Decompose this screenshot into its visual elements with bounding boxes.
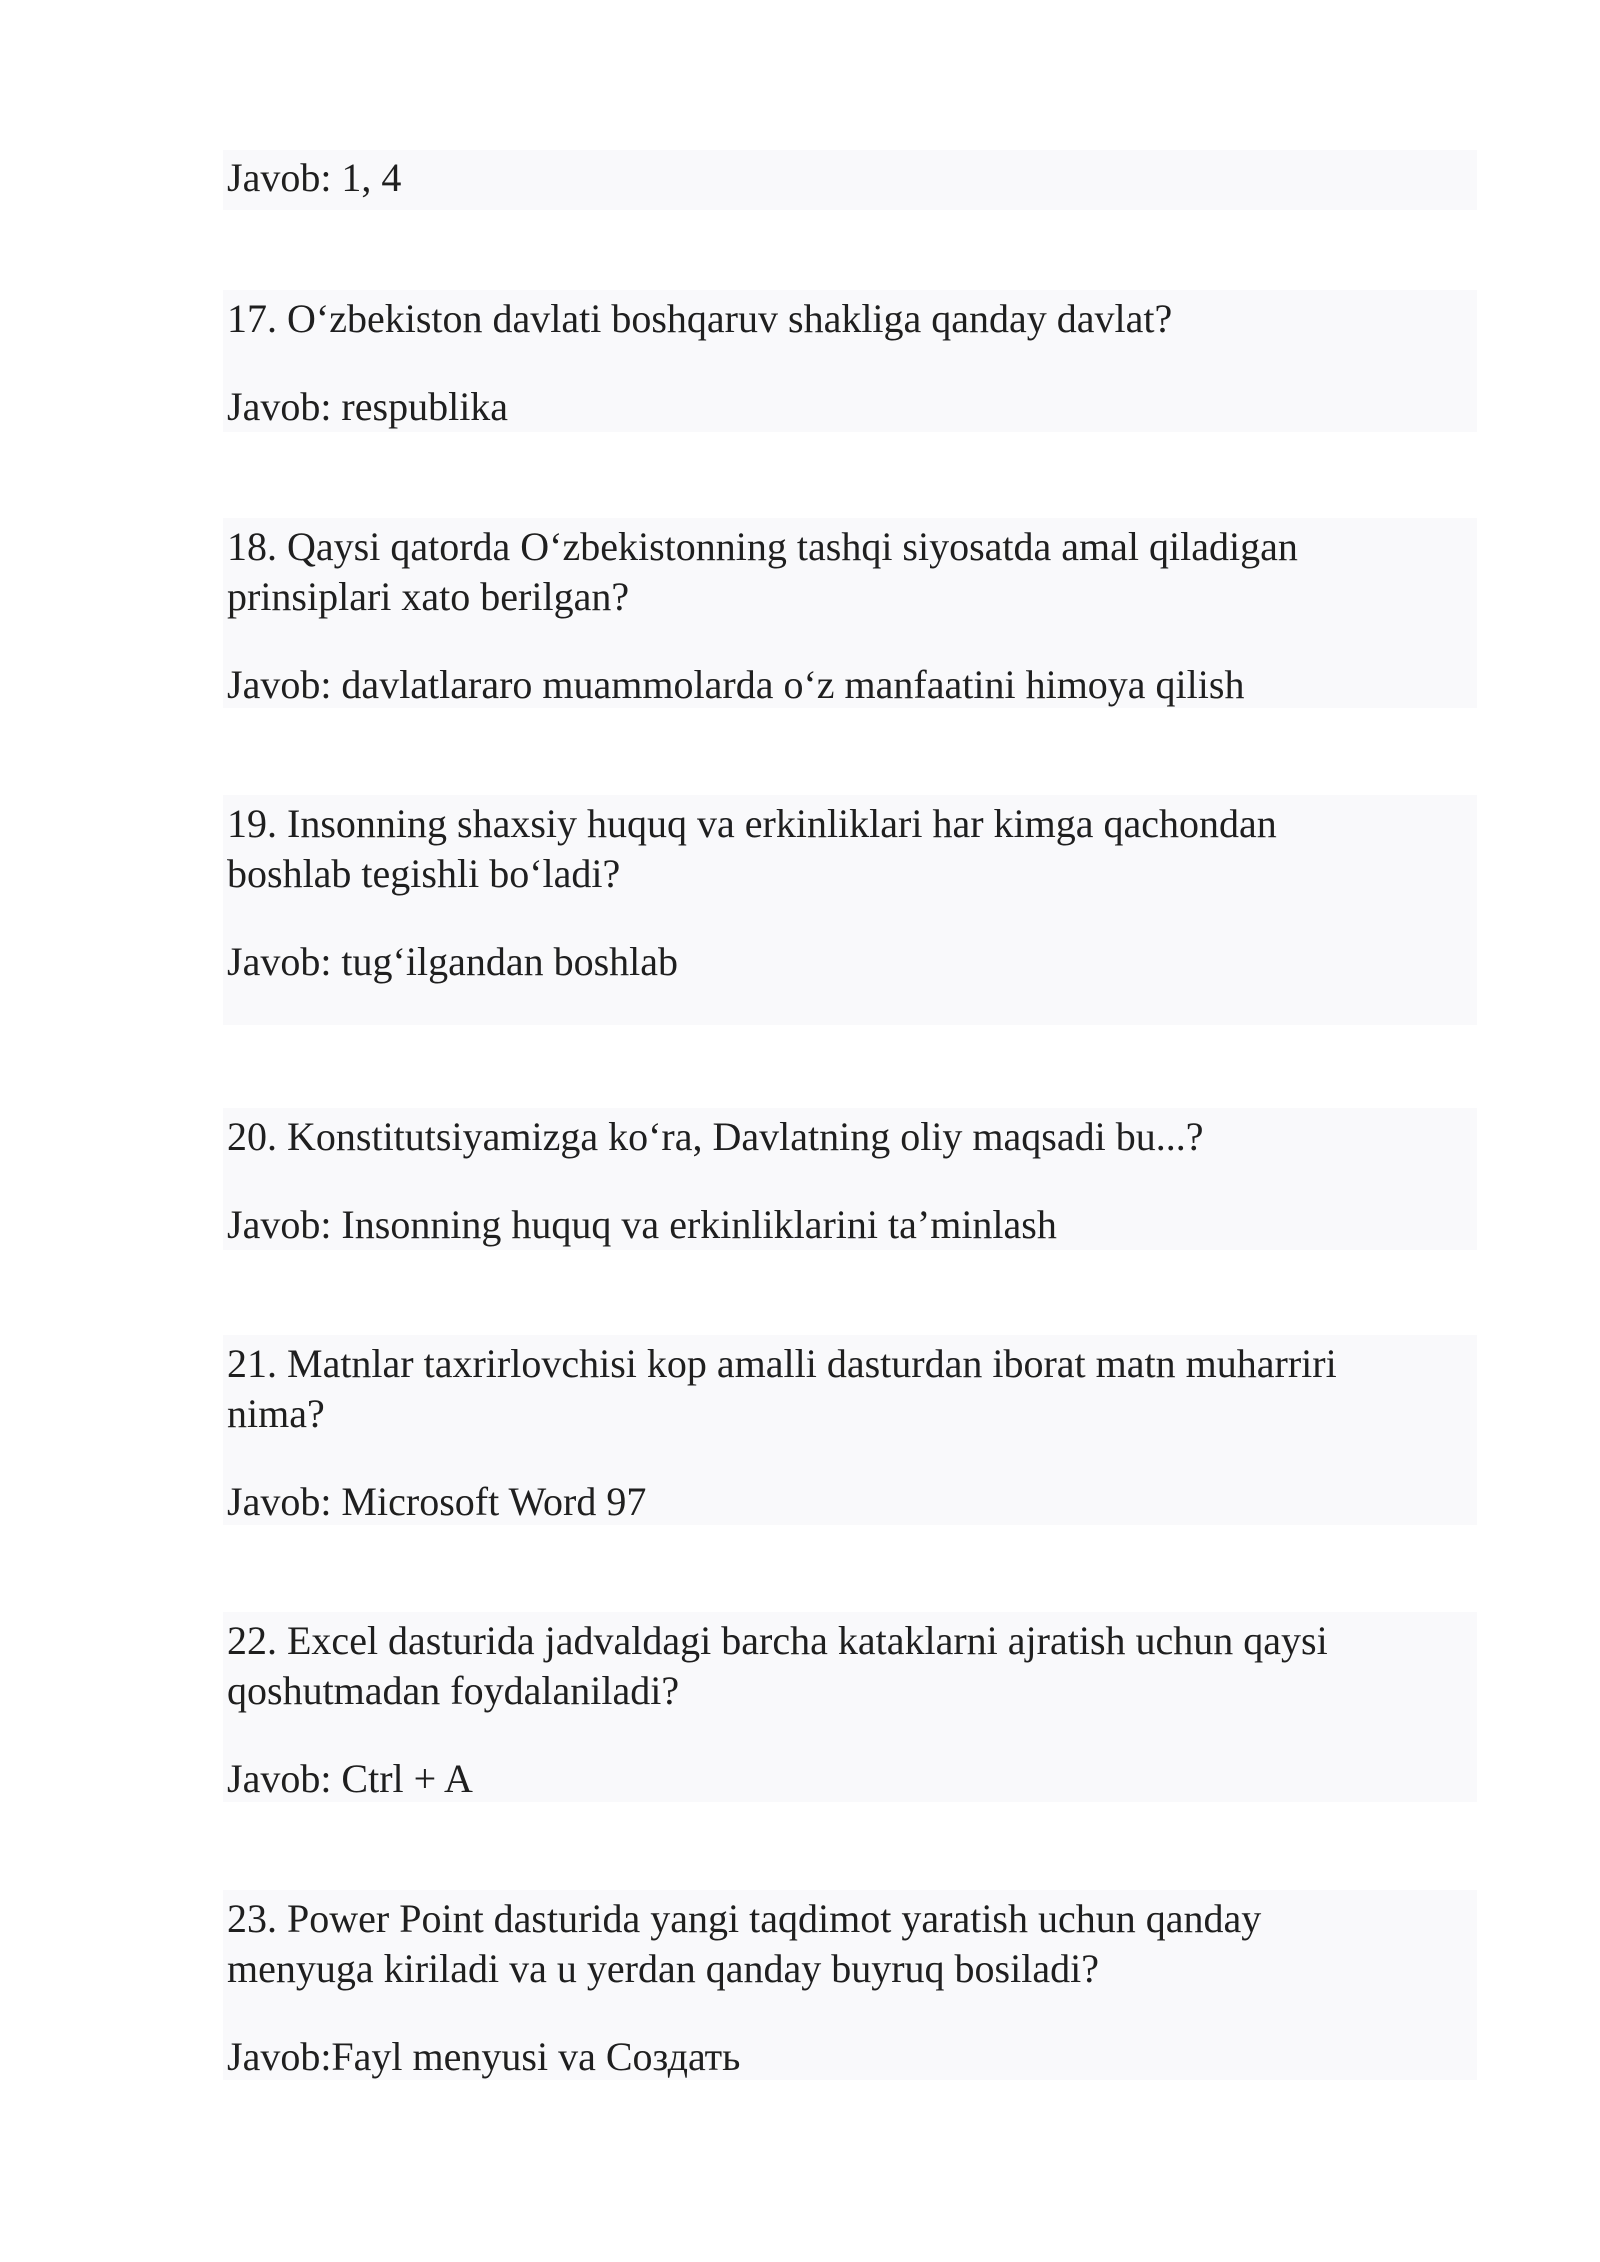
- question-text: 20. Konstitutsiyamizga ko‘ra, Davlatning oliy maqsadi bu...?: [227, 1114, 1204, 1159]
- answer-text: Javob:Fayl menyusi va Создать: [227, 2034, 741, 2079]
- question-text: 21. Matnlar taxrirlovchisi kop amalli dasturdan iborat matn muharriri: [227, 1341, 1337, 1386]
- question-text: nima?: [227, 1391, 325, 1436]
- question-text: menyuga kiriladi va u yerdan qanday buyruq bosiladi?: [227, 1946, 1099, 1991]
- question-text: qoshutmadan foydalaniladi?: [227, 1668, 680, 1713]
- answer-text: Javob: Microsoft Word 97: [227, 1479, 647, 1524]
- question-text: 23. Power Point dasturida yangi taqdimot yaratish uchun qanday: [227, 1896, 1262, 1941]
- answer-text: Javob: tug‘ilgandan boshlab: [227, 939, 679, 984]
- question-text: 22. Excel dasturida jadvaldagi barcha kataklarni ajratish uchun qaysi: [227, 1618, 1328, 1663]
- answer-text: Javob: Insonning huquq va erkinliklarini ta’minlash: [227, 1202, 1057, 1247]
- question-text: 19. Insonning shaxsiy huquq va erkinliklari har kimga qachondan: [227, 801, 1277, 846]
- answer-text: Javob: davlatlararo muammolarda o‘z manfaatini himoya qilish: [227, 662, 1245, 707]
- question-text: prinsiplari xato berilgan?: [227, 574, 630, 619]
- question-text: 17. O‘zbekiston davlati boshqaruv shakliga qanday davlat?: [227, 296, 1173, 341]
- answer-text: Javob: Ctrl + A: [227, 1756, 473, 1801]
- question-text: 18. Qaysi qatorda O‘zbekistonning tashqi siyosatda amal qiladigan: [227, 524, 1298, 569]
- question-text: boshlab tegishli bo‘ladi?: [227, 851, 621, 896]
- answer-text: Javob: respublika: [227, 384, 509, 429]
- answer-text: Javob: 1, 4: [227, 155, 402, 200]
